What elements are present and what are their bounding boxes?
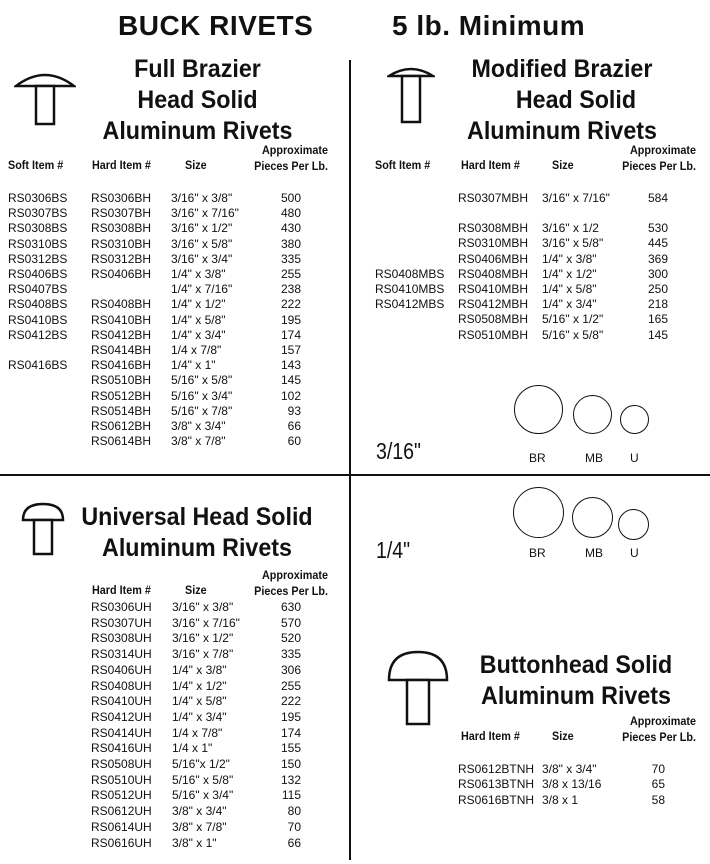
universal-rivet-icon xyxy=(20,500,66,558)
modified-brazier-size: 5/16" x 1/2" xyxy=(542,312,604,327)
modified-brazier-hard-item: RS0406MBH xyxy=(458,251,529,266)
universal-pieces: 255 xyxy=(280,678,301,693)
universal-hard-item: RS0416UH xyxy=(91,741,152,756)
vertical-divider xyxy=(349,60,351,860)
universal-size: 1/4" x 5/8" xyxy=(172,694,227,709)
full-brazier-pieces: 66 xyxy=(287,419,301,433)
full-brazier-soft-item: RS0408BS xyxy=(8,297,68,312)
buttonhead-header-pieces: Approximate Pieces Per Lb. xyxy=(622,714,696,744)
full-brazier-soft-item: RS0306BS xyxy=(8,191,68,205)
full-brazier-pieces: 60 xyxy=(287,434,301,449)
horizontal-divider xyxy=(0,474,710,476)
modified-brazier-size: 3/16" x 7/16" xyxy=(542,191,610,205)
modified-brazier-title-1: Modified Brazier xyxy=(471,55,653,83)
full-brazier-size: 1/4" x 7/16" xyxy=(171,282,233,297)
mb-label-1-4: MB xyxy=(585,546,603,560)
modified-brazier-header-pieces: Approximate Pieces Per Lb. xyxy=(622,143,696,173)
full-brazier-hard-item: RS0614BH xyxy=(91,434,152,449)
universal-pieces: 155 xyxy=(280,741,301,756)
modified-brazier-pieces: 445 xyxy=(647,236,668,251)
modified-brazier-hard-item: RS0408MBH xyxy=(458,266,529,281)
universal-hard-item: RS0308UH xyxy=(91,631,152,646)
full-brazier-title-2: Head Solid xyxy=(137,86,258,114)
modified-brazier-title-3: Aluminum Rivets xyxy=(467,117,657,145)
full-brazier-soft-item: RS0307BS xyxy=(8,206,68,221)
full-brazier-header-size: Size xyxy=(185,158,207,172)
universal-hard-item: RS0314UH xyxy=(91,647,152,662)
modified-brazier-title-2: Head Solid xyxy=(515,86,637,114)
modified-brazier-hard-item: RS0410MBH xyxy=(458,282,529,296)
full-brazier-size: 3/16" x 5/8" xyxy=(171,236,233,251)
modified-brazier-size: 1/4" x 1/2" xyxy=(542,266,597,281)
modified-brazier-pieces: 530 xyxy=(647,221,668,236)
full-brazier-hard-item: RS0308BH xyxy=(91,221,152,236)
buttonhead-size: 3/8" x 3/4" xyxy=(542,762,597,776)
modified-brazier-size: 5/16" x 5/8" xyxy=(542,327,604,342)
universal-hard-item: RS0412UH xyxy=(91,709,152,724)
universal-hard-item: RS0410UH xyxy=(91,694,152,709)
universal-size: 1/4" x 3/8" xyxy=(172,662,227,677)
universal-hard-item: RS0508UH xyxy=(91,757,152,771)
full-brazier-title-3: Aluminum Rivets xyxy=(102,117,293,145)
universal-size: 1/4 x 1" xyxy=(172,741,213,756)
universal-hard-item: RS0306UH xyxy=(91,600,152,614)
modified-brazier-hard-item: RS0308MBH xyxy=(458,221,529,236)
full-brazier-hard-item: RS0416BH xyxy=(91,358,152,373)
size-label-3-16: 3/16" xyxy=(376,438,421,464)
universal-pieces: 630 xyxy=(280,600,301,614)
u-label-1-4: U xyxy=(630,546,639,560)
universal-size: 5/16" x 3/4" xyxy=(172,788,234,803)
full-brazier-pieces: 143 xyxy=(280,358,301,373)
full-brazier-hard-item: RS0414BH xyxy=(91,343,152,357)
universal-size: 1/4" x 1/2" xyxy=(172,678,227,693)
universal-pieces: 335 xyxy=(280,647,301,662)
universal-title-2: Aluminum Rivets xyxy=(102,534,292,562)
full-brazier-size: 3/16" x 1/2" xyxy=(171,221,233,236)
full-brazier-hard-item: RS0307BH xyxy=(91,206,152,221)
full-brazier-hard-item: RS0408BH xyxy=(91,297,152,312)
modified-brazier-size: 3/16" x 1/2 xyxy=(542,221,599,236)
full-brazier-pieces: 500 xyxy=(280,191,301,205)
full-brazier-hard-item: RS0410BH xyxy=(91,312,152,327)
full-brazier-pieces: 195 xyxy=(280,312,301,327)
universal-header-hard: Hard Item # xyxy=(92,583,151,597)
universal-pieces: 115 xyxy=(281,788,301,803)
modified-brazier-size: 1/4" x 3/4" xyxy=(542,297,597,312)
universal-hard-item: RS0406UH xyxy=(91,662,152,677)
full-brazier-rivet-icon xyxy=(14,66,76,128)
modified-brazier-pieces: 145 xyxy=(647,327,668,342)
universal-hard-item: RS0414UH xyxy=(91,725,152,740)
full-brazier-header-pieces: Approximate Pieces Per Lb. xyxy=(254,143,328,173)
universal-size: 3/16" x 7/8" xyxy=(172,647,234,662)
universal-title-1: Universal Head Solid xyxy=(81,503,313,531)
universal-hard-item: RS0408UH xyxy=(91,678,152,693)
modified-brazier-header-size: Size xyxy=(552,158,574,172)
full-brazier-pieces: 157 xyxy=(280,343,301,357)
full-brazier-pieces: 93 xyxy=(287,403,301,418)
full-brazier-pieces: 102 xyxy=(280,388,301,403)
universal-pieces: 66 xyxy=(287,835,301,850)
universal-size: 3/16" x 7/16" xyxy=(172,615,240,630)
universal-size: 3/8" x 1" xyxy=(172,835,217,850)
universal-header-pieces: Approximate Pieces Per Lb. xyxy=(254,568,328,598)
modified-brazier-size: 1/4" x 5/8" xyxy=(542,282,597,296)
universal-size: 1/4" x 3/4" xyxy=(172,709,227,724)
modified-brazier-header-soft: Soft Item # xyxy=(375,158,431,172)
br-head-circle-1-4 xyxy=(513,487,564,538)
universal-hard-item: RS0612UH xyxy=(91,804,152,819)
u-label-3-16: U xyxy=(630,451,639,465)
universal-size: 3/8" x 7/8" xyxy=(172,819,227,834)
buttonhead-pieces: 70 xyxy=(651,762,665,776)
full-brazier-size: 1/4" x 5/8" xyxy=(171,312,226,327)
universal-size: 1/4 x 7/8" xyxy=(172,725,223,740)
u-head-circle-3-16 xyxy=(620,405,649,434)
br-label-3-16: BR xyxy=(529,451,546,465)
universal-pieces: 570 xyxy=(280,615,301,630)
buttonhead-rivet-icon xyxy=(386,648,450,728)
modified-brazier-hard-item: RS0508MBH xyxy=(458,312,529,327)
full-brazier-soft-item: RS0410BS xyxy=(8,312,68,327)
full-brazier-size: 3/8" x 3/4" xyxy=(171,419,226,433)
modified-brazier-soft-item: RS0408MBS xyxy=(375,266,445,281)
buttonhead-header-hard: Hard Item # xyxy=(461,729,520,743)
full-brazier-size: 1/4" x 1/2" xyxy=(171,297,226,312)
modified-brazier-pieces: 218 xyxy=(647,297,668,312)
full-brazier-hard-item: RS0412BH xyxy=(91,327,152,342)
modified-brazier-pieces: 584 xyxy=(647,191,668,205)
full-brazier-pieces: 380 xyxy=(280,236,301,251)
full-brazier-size: 1/4" x 3/4" xyxy=(171,327,226,342)
universal-hard-item: RS0616UH xyxy=(91,835,152,850)
full-brazier-soft-item: RS0406BS xyxy=(8,267,68,281)
full-brazier-pieces: 145 xyxy=(280,373,301,388)
universal-pieces: 174 xyxy=(280,725,301,740)
full-brazier-pieces: 174 xyxy=(280,327,301,342)
full-brazier-size: 5/16" x 5/8" xyxy=(171,373,233,388)
full-brazier-header-soft: Soft Item # xyxy=(8,158,64,172)
universal-size: 5/16"x 1/2" xyxy=(172,757,230,771)
universal-pieces: 520 xyxy=(280,631,301,646)
full-brazier-size: 1/4 x 7/8" xyxy=(171,343,222,357)
full-brazier-size: 5/16" x 3/4" xyxy=(171,388,233,403)
universal-size: 3/16" x 1/2" xyxy=(172,631,234,646)
buttonhead-title-1: Buttonhead Solid xyxy=(479,651,673,679)
universal-hard-item: RS0512UH xyxy=(91,788,152,803)
full-brazier-pieces: 238 xyxy=(280,282,301,297)
full-brazier-hard-item: RS0512BH xyxy=(91,388,152,403)
buttonhead-title-2: Aluminum Rivets xyxy=(481,682,671,710)
full-brazier-hard-item: RS0514BH xyxy=(91,403,152,418)
universal-pieces: 195 xyxy=(280,709,301,724)
universal-header-size: Size xyxy=(185,583,207,597)
modified-brazier-pieces: 369 xyxy=(647,251,668,266)
br-head-circle-3-16 xyxy=(514,385,563,434)
modified-brazier-hard-item: RS0412MBH xyxy=(458,297,529,312)
size-label-1-4: 1/4" xyxy=(376,537,411,563)
buttonhead-hard-item: RS0612BTNH xyxy=(458,762,535,776)
modified-brazier-size: 1/4" x 3/8" xyxy=(542,251,597,266)
universal-pieces: 306 xyxy=(280,662,301,677)
minimum-order-note: 5 lb. Minimum xyxy=(392,10,586,41)
full-brazier-size: 5/16" x 7/8" xyxy=(171,403,233,418)
full-brazier-size: 3/16" x 3/4" xyxy=(171,251,233,266)
modified-brazier-header-hard: Hard Item # xyxy=(461,158,520,172)
buttonhead-size: 3/8 x 1 xyxy=(542,792,579,807)
full-brazier-header-hard: Hard Item # xyxy=(92,158,151,172)
universal-hard-item: RS0510UH xyxy=(91,772,152,787)
full-brazier-soft-item: RS0412BS xyxy=(8,327,68,342)
modified-brazier-soft-item: RS0412MBS xyxy=(375,297,445,312)
modified-brazier-hard-item: RS0307MBH xyxy=(458,191,529,205)
universal-pieces: 80 xyxy=(287,804,301,819)
modified-brazier-hard-item: RS0510MBH xyxy=(458,327,529,342)
modified-brazier-pieces: 165 xyxy=(647,312,668,327)
modified-brazier-rivet-icon xyxy=(387,60,435,126)
universal-pieces: 222 xyxy=(280,694,301,709)
universal-size: 3/16" x 3/8" xyxy=(172,600,234,614)
full-brazier-size: 3/16" x 3/8" xyxy=(171,191,233,205)
full-brazier-hard-item: RS0406BH xyxy=(91,267,152,281)
full-brazier-size: 3/16" x 7/16" xyxy=(171,206,239,221)
universal-pieces: 70 xyxy=(287,819,301,834)
full-brazier-hard-item: RS0306BH xyxy=(91,191,152,205)
full-brazier-pieces: 222 xyxy=(280,297,301,312)
buttonhead-header-size: Size xyxy=(552,729,574,743)
universal-hard-item: RS0307UH xyxy=(91,615,152,630)
modified-brazier-soft-item: RS0410MBS xyxy=(375,282,445,296)
universal-size: 5/16" x 5/8" xyxy=(172,772,234,787)
full-brazier-size: 1/4" x 3/8" xyxy=(171,267,226,281)
universal-hard-item: RS0614UH xyxy=(91,819,152,834)
full-brazier-soft-item: RS0310BS xyxy=(8,236,68,251)
br-label-1-4: BR xyxy=(529,546,546,560)
universal-pieces: 132 xyxy=(280,772,301,787)
full-brazier-title-1: Full Brazier xyxy=(134,55,261,83)
buttonhead-hard-item: RS0613BTNH xyxy=(458,777,535,792)
page-title: BUCK RIVETS xyxy=(118,10,314,41)
buttonhead-pieces: 58 xyxy=(651,792,665,807)
mb-head-circle-1-4 xyxy=(572,497,613,538)
full-brazier-hard-item: RS0312BH xyxy=(91,251,152,266)
modified-brazier-hard-item: RS0310MBH xyxy=(458,236,529,251)
buttonhead-pieces: 65 xyxy=(651,777,665,792)
buttonhead-size: 3/8 x 13/16 xyxy=(542,777,602,792)
full-brazier-pieces: 255 xyxy=(280,267,301,281)
full-brazier-hard-item: RS0510BH xyxy=(91,373,152,388)
u-head-circle-1-4 xyxy=(618,509,649,540)
full-brazier-hard-item: RS0310BH xyxy=(91,236,152,251)
full-brazier-soft-item: RS0312BS xyxy=(8,251,68,266)
modified-brazier-pieces: 300 xyxy=(647,266,668,281)
full-brazier-pieces: 335 xyxy=(280,251,301,266)
modified-brazier-size: 3/16" x 5/8" xyxy=(542,236,604,251)
mb-head-circle-3-16 xyxy=(573,395,612,434)
full-brazier-size: 3/8" x 7/8" xyxy=(171,434,226,449)
mb-label-3-16: MB xyxy=(585,451,603,465)
full-brazier-soft-item: RS0407BS xyxy=(8,282,68,297)
full-brazier-hard-item: RS0612BH xyxy=(91,419,152,433)
full-brazier-size: 1/4" x 1" xyxy=(171,358,216,373)
full-brazier-pieces: 430 xyxy=(280,221,301,236)
modified-brazier-pieces: 250 xyxy=(647,282,668,296)
buttonhead-hard-item: RS0616BTNH xyxy=(458,792,535,807)
full-brazier-pieces: 480 xyxy=(280,206,301,221)
full-brazier-soft-item: RS0416BS xyxy=(8,358,68,373)
universal-size: 3/8" x 3/4" xyxy=(172,804,227,819)
universal-pieces: 150 xyxy=(280,757,301,771)
full-brazier-soft-item: RS0308BS xyxy=(8,221,68,236)
